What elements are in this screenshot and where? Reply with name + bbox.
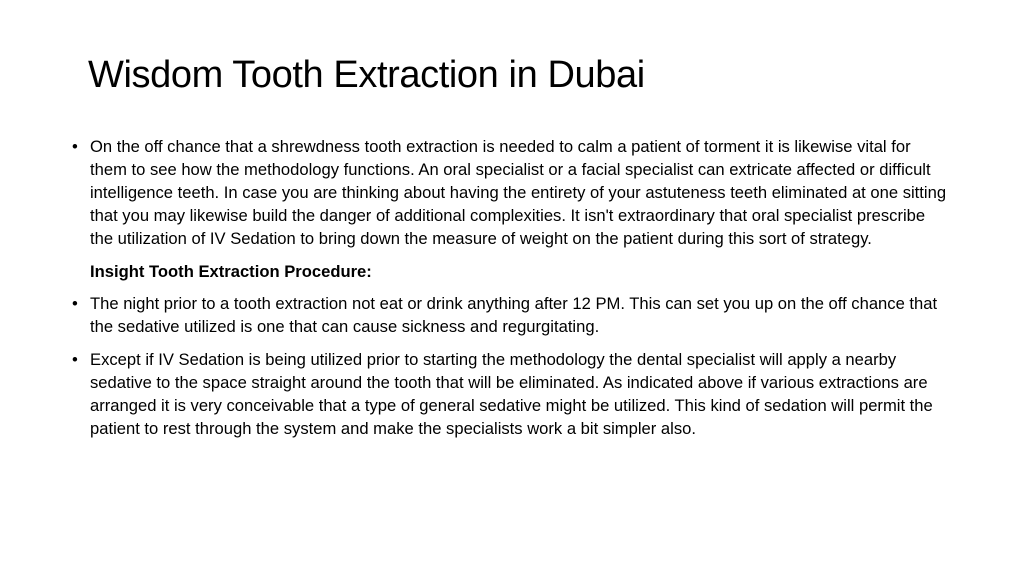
bullet-paragraph bbox=[72, 292, 952, 338]
paragraph-text: Except if IV Sedation is being utilized prior to starting the methodology the dental specialist will apply a nearby sedative to the space straight around the tooth that will be eliminated. As indicated above if various extractions are arranged it is very conceivable that a type of general sedative might be utilized. This kind of sedation will permit the patient to rest through the system and make the specialists work a bit simpler also. bbox=[90, 350, 933, 438]
bullet-icon: • bbox=[72, 350, 78, 369]
bullet-icon: • bbox=[72, 137, 78, 156]
slide-body bbox=[72, 135, 952, 450]
bullet-paragraph bbox=[72, 348, 952, 440]
paragraph-text: The night prior to a tooth extraction not eat or drink anything after 12 PM. This can set you up on the off chance that the sedative utilized is one that can cause sickness and regurgitating. bbox=[90, 294, 938, 336]
paragraph-text: On the off chance that a shrewdness tooth extraction is needed to calm a patient of torment it is likewise vital for them to see how the methodology functions. An oral specialist or a facial specialist can extricate affected or difficult intelligence teeth. In case you are thinking about having the entirety of your astuteness teeth eliminated at one sitting that you may likewise build the danger of additional complexities. It isn't extraordinary that oral specialist prescribe the utilization of IV Sedation to bring down the measure of weight on the patient during this sort of strategy. bbox=[90, 137, 947, 248]
slide-title: Wisdom Tooth Extraction in Dubai bbox=[88, 54, 645, 96]
section-heading: Insight Tooth Extraction Procedure: bbox=[90, 262, 372, 281]
bullet-paragraph bbox=[72, 135, 952, 250]
bullet-icon: • bbox=[72, 294, 78, 313]
